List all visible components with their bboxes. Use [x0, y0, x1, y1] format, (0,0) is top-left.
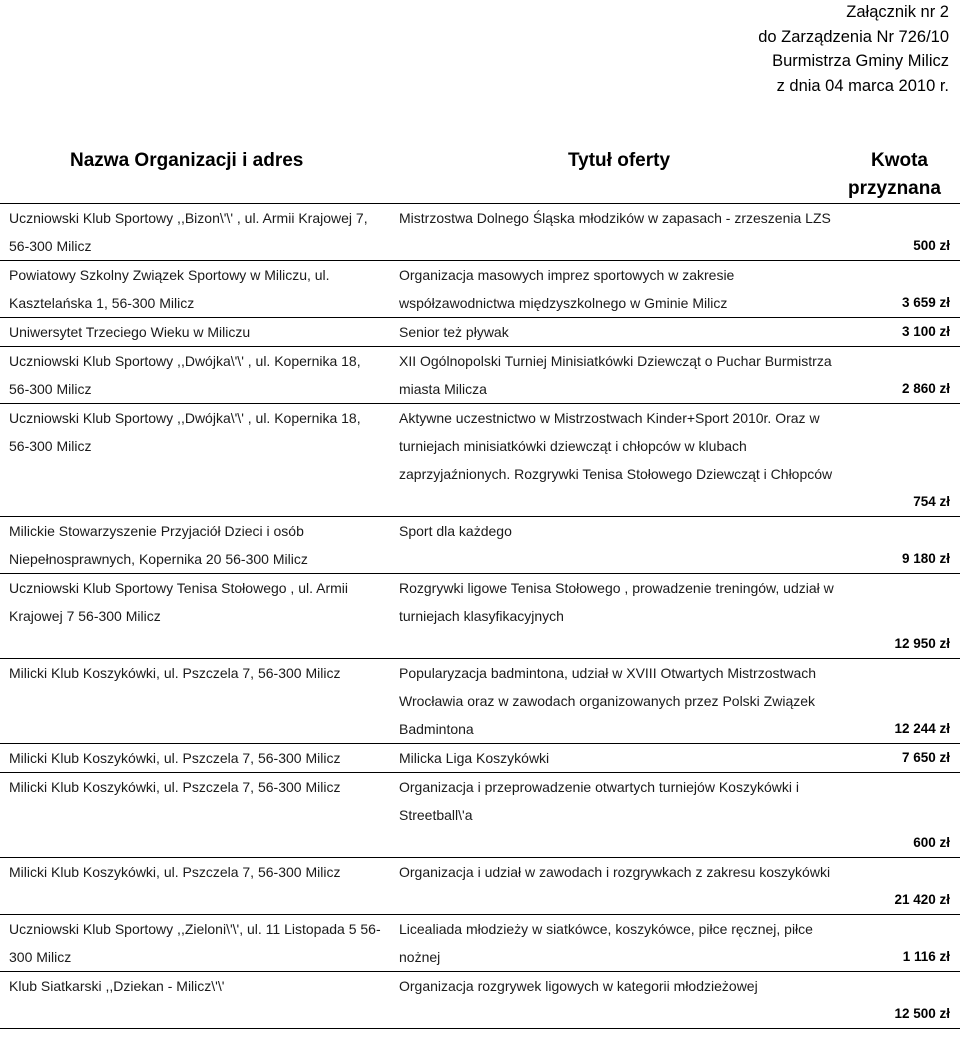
- organization-cell: Klub Siatkarski ,,Dziekan - Milicz\'\': [0, 972, 390, 1029]
- table-row: [0, 744, 960, 773]
- organization-cell: Uniwersytet Trzeciego Wieku w Miliczu: [0, 318, 390, 347]
- offer-title-cell: Milicka Liga Koszykówki: [390, 744, 848, 773]
- amount-cell: 9 180 zł: [848, 517, 960, 574]
- offer-title-cell: Licealiada młodzieży w siatkówce, koszykówce, piłce ręcznej, piłce nożnej: [390, 915, 848, 972]
- amount-cell: 3 659 zł: [848, 261, 960, 318]
- organization-cell: Milickie Stowarzyszenie Przyjaciół Dzieci i osób Niepełnosprawnych, Kopernika 20 56-300 Milicz: [0, 517, 390, 574]
- organization-cell: Milicki Klub Koszykówki, ul. Pszczela 7, 56-300 Milicz: [0, 659, 390, 744]
- offer-title-cell: Organizacja i przeprowadzenie otwartych turniejów Koszykówki i Streetball\'a: [390, 773, 848, 858]
- offer-title-cell: Rozgrywki ligowe Tenisa Stołowego , prowadzenie treningów, udział w turniejach klasyfikacyjnych: [390, 574, 848, 659]
- organization-cell: Uczniowski Klub Sportowy ,,Bizon\'\' , ul. Armii Krajowej 7, 56-300 Milicz: [0, 204, 390, 261]
- amount-cell: 754 zł: [848, 404, 960, 517]
- offer-title-cell: Mistrzostwa Dolnego Śląska młodzików w zapasach - zrzeszenia LZS: [390, 204, 848, 261]
- organization-cell: Uczniowski Klub Sportowy ,,Dwójka\'\' , ul. Kopernika 18, 56-300 Milicz: [0, 347, 390, 404]
- amount-cell: 1 116 zł: [848, 915, 960, 972]
- table-row: [0, 404, 960, 517]
- amount-cell: 500 zł: [848, 204, 960, 261]
- grants-table: [0, 143, 960, 1029]
- amount-cell: 7 650 zł: [848, 744, 960, 773]
- table-row: [0, 517, 960, 574]
- column-header-offer-title: Tytuł oferty: [390, 143, 848, 204]
- organization-cell: Powiatowy Szkolny Związek Sportowy w Miliczu, ul. Kasztelańska 1, 56-300 Milicz: [0, 261, 390, 318]
- column-header-organization: Nazwa Organizacji i adres: [0, 143, 390, 204]
- amount-cell: 3 100 zł: [848, 318, 960, 347]
- offer-title-cell: Aktywne uczestnictwo w Mistrzostwach Kinder+Sport 2010r. Oraz w turniejach minisiatkówki dziewcząt i chłopców w klubach zaprzyjaźnionych. Rozgrywki Tenisa Stołowego Dziewcząt i Chłopców: [390, 404, 848, 517]
- organization-cell: Uczniowski Klub Sportowy ,,Zieloni\'\', ul. 11 Listopada 5 56-300 Milicz: [0, 915, 390, 972]
- offer-title-cell: Popularyzacja badmintona, udział w XVIII Otwartych Mistrzostwach Wrocławia oraz w zawodach organizowanych przez Polski Związek Badmintona: [390, 659, 848, 744]
- table-row: [0, 858, 960, 915]
- issuer: Burmistrza Gminy Milicz: [772, 52, 949, 70]
- offer-title-cell: Senior też pływak: [390, 318, 848, 347]
- ordinance-number: do Zarządzenia Nr 726/10: [758, 27, 949, 46]
- amount-cell: 600 zł: [848, 773, 960, 858]
- table-row: [0, 318, 960, 347]
- amount-cell: 12 244 zł: [848, 659, 960, 744]
- organization-cell: Milicki Klub Koszykówki, ul. Pszczela 7, 56-300 Milicz: [0, 744, 390, 773]
- table-row: [0, 204, 960, 261]
- table-body: [0, 204, 960, 1029]
- table-row: [0, 261, 960, 318]
- table-row: [0, 574, 960, 659]
- amount-cell: 12 500 zł: [848, 972, 960, 1029]
- organization-cell: Milicki Klub Koszykówki, ul. Pszczela 7, 56-300 Milicz: [0, 773, 390, 858]
- organization-cell: Uczniowski Klub Sportowy ,,Dwójka\'\' , ul. Kopernika 18, 56-300 Milicz: [0, 404, 390, 517]
- amount-cell: 12 950 zł: [848, 574, 960, 659]
- offer-title-cell: XII Ogólnopolski Turniej Minisiatkówki Dziewcząt o Puchar Burmistrza miasta Milicza: [390, 347, 848, 404]
- organization-cell: Uczniowski Klub Sportowy Tenisa Stołowego , ul. Armii Krajowej 7 56-300 Milicz: [0, 574, 390, 659]
- table-header-row: [0, 143, 960, 204]
- issue-date: z dnia 04 marca 2010 r.: [776, 76, 949, 95]
- organization-cell: Milicki Klub Koszykówki, ul. Pszczela 7, 56-300 Milicz: [0, 858, 390, 915]
- column-header-amount: [848, 143, 960, 204]
- amount-header-text: Kwota przyznana: [848, 150, 941, 199]
- attachment-label: Załącznik nr 2: [846, 3, 949, 21]
- offer-title-cell: Organizacja masowych imprez sportowych w zakresie współzawodnictwa międzyszkolnego w Gminie Milicz: [390, 261, 848, 318]
- document-header: [758, 0, 949, 98]
- table-row: [0, 915, 960, 972]
- amount-cell: 2 860 zł: [848, 347, 960, 404]
- offer-title-cell: Organizacja rozgrywek ligowych w kategorii młodzieżowej: [390, 972, 848, 1029]
- offer-title-cell: Organizacja i udział w zawodach i rozgrywkach z zakresu koszykówki: [390, 858, 848, 915]
- table-row: [0, 773, 960, 858]
- amount-cell: 21 420 zł: [848, 858, 960, 915]
- offer-title-cell: Sport dla każdego: [390, 517, 848, 574]
- table-row: [0, 659, 960, 744]
- table-row: [0, 972, 960, 1029]
- table-row: [0, 347, 960, 404]
